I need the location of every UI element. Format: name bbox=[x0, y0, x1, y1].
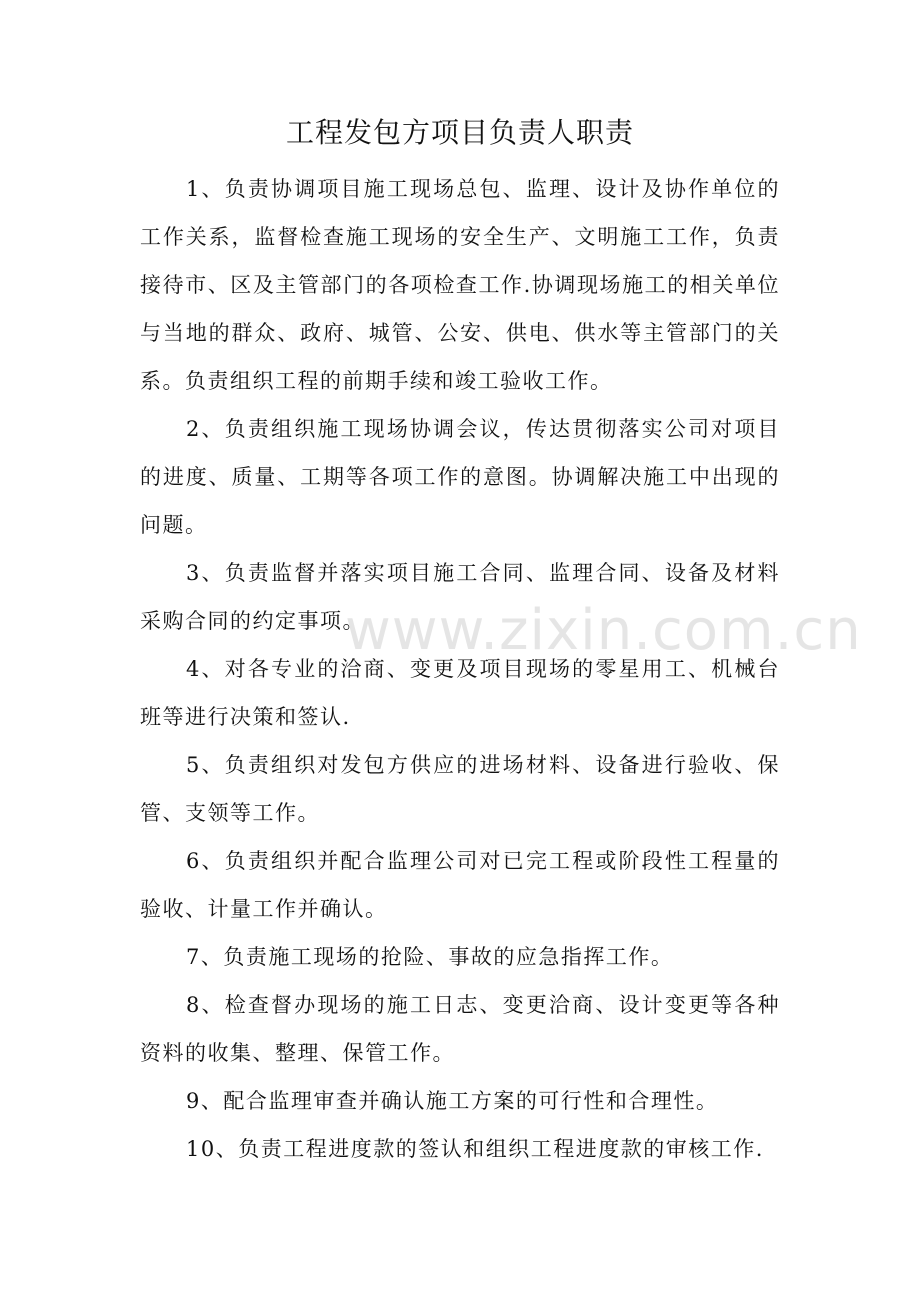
paragraph-3: 3、负责监督并落实项目施工合同、监理合同、设备及材料采购合同的约定事项。 bbox=[140, 561, 780, 633]
paragraph-1: 1、负责协调项目施工现场总包、监理、设计及协作单位的工作关系，监督检查施工现场的安全生产、文明施工工作，负责接待市、区及主管部门的各项检查工作.协调现场施工的相关单位与当地的群众、政府、城管、公安、供电、供水等主管部门的关系。负责组织工程的前期手续和竣工验收工作。 bbox=[140, 177, 780, 393]
paragraph-2: 2、负责组织施工现场协调会议，传达贯彻落实公司对项目的进度、质量、工期等各项工作的意图。协调解决施工中出现的问题。 bbox=[140, 417, 780, 537]
paragraph-5: 5、负责组织对发包方供应的进场材料、设备进行验收、保管、支领等工作。 bbox=[140, 753, 780, 825]
document-body bbox=[140, 165, 780, 1173]
paragraph-6: 6、负责组织并配合监理公司对已完工程或阶段性工程量的验收、计量工作并确认。 bbox=[140, 849, 780, 921]
paragraph-9: 9、配合监理审查并确认施工方案的可行性和合理性。 bbox=[186, 1089, 719, 1113]
paragraph-10: 10、负责工程进度款的签认和组织工程进度款的审核工作. bbox=[186, 1137, 764, 1161]
paragraph-7: 7、负责施工现场的抢险、事故的应急指挥工作。 bbox=[186, 945, 674, 969]
document-title: 工程发包方项目负责人职责 bbox=[285, 116, 634, 149]
paragraph-4: 4、对各专业的洽商、变更及项目现场的零星用工、机械台班等进行决策和签认. bbox=[140, 657, 780, 729]
paragraph-8: 8、检查督办现场的施工日志、变更洽商、设计变更等各种资料的收集、整理、保管工作。 bbox=[140, 993, 780, 1065]
watermark-logo: www.zixin.com.cn bbox=[345, 598, 862, 663]
